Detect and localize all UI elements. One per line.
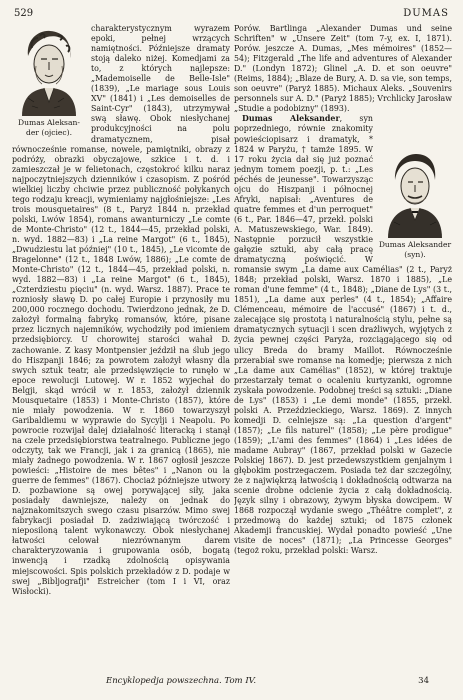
right-column [234,24,452,664]
figure-caption-father: Dumas Aleksan-der (ojciec). [18,118,80,137]
portrait-engraving-son [380,148,450,238]
page-header [14,8,449,24]
footer-title: Encyklopedja powszechna. Tom IV. [106,676,257,686]
footer-signature: 34 [418,676,429,686]
page-number: 529 [14,8,34,19]
entry-head-word: Dumas Aleksander [242,114,340,124]
page-footer [14,676,449,690]
portrait-dumas-son [378,148,452,259]
paragraph: Porów. Bartlinga „Alexander Dumas und seine Schriften" w „Unsere Zeit" (tom 7-y, ex. I, 1871). Porów. jeszcze A. Dumas, „Mes mémoires" (1852—54); Fitzgerald „The life and adventures of Alexander D." (Londyn 1872); Glinel „A. D. et son oeuvre" (Reims, 1884); „Blaze de Bury, A. D. sa vie, son temps, son oeuvre" (Paryż 1885). Michaux Aleks. „Souvenirs personnels sur A. D." (Paryż 1885); Vrchlicky Jarosław „Studie a podobizny" (1893). [234,24,452,114]
portrait-dumas-father [12,26,86,137]
running-head: DUMAS [403,8,449,19]
figure-caption-son: Dumas Aleksander (syn). [378,240,452,259]
paragraph: charakterystycznym wyrazem epoki, pełnej wrzących namiętności. Późniejsze dramaty stoją daleko niżej. Komedjami za to, z których najlepsze: „Mademoiselle de Belle-Isle" (1839), „Le mariage sous Louis XV" (1841) i „Les demoiselles de Saint-Cyr" (1843), utrzymywał swą sławę. Obok niesłychanej produkcyjności na polu dramatycznem, pisał równocześnie romanse, nowele, pamiętniki, obrazy z podróży, obrazki obyczajowe, szkice i t. d. i zamieszczał je w felietonach, częstokroć kilku naraz najpoczytniejszych dzienników i czasopism. Z pośród wielkiej liczby chciwie przez publiczność połykanych tego rodzaju kreacji, wymieniamy najgłośniejsze: „Les trois mousquetaires" (8 t., Paryż 1844 n. przekład polski, Lwów 1854), romans awanturniczy „Le comte de Monte-Christo" (12 t., 1844—45, przekład polski, n. wyd. 1882—83) i „La reine Margot" (6 t., 1845), „Dwudziestu lat później" (10 t., 1845), „Le vicomte de Bragelonne" (12 t., 1848 Lwów, 1886); „Le comte de Monte-Christo" (12 t., 1844—45, przekład polski, n. wyd. 1882—83) i „La reine Margot" (6 t., 1845), „Czterdziestu pięciu" (n. wyd. Warsz. 1887). Prace te rozniosły sławę D. po całej Europie i przynosiły mu 200,000 rocznego dochodu. Twierdzono jednak, że D. założył formalną fabrykę romansów, które, pisane przez licznych najemników, wychodziły pod imieniem przedsiębiorcy. U chorowitej starości wahał D. zachowanie. Z kasy Montpensier jeździł na ślub jego do Hiszpanji 1846; za powrotem założył własny dla swych sztuk teatr, ale przedsięwzięcie to runęło w epoce rewolucji Lutowej. W r. 1852 wyjechał do Belgji, skąd wrócił w r. 1853, założył dziennik Mousquetaire (1853) i Monte-Christo (1857), które nie miały powodzenia. W r. 1860 towarzyszył Garibaldiemu w wyprawie do Sycylji i Neapolu. Po powrocie rozwijał dalej działalność literacką i stanął na czele przedsiębiorstwa teatralnego. Publiczne jego odczyty, tak we Francji, jak i za granicą (1865), nie miały żadnego powodzenia. W r. 1867 ogłosił jeszcze powieści: „Histoire de mes bêtes" i „Nanon ou la guerre de femmes" (1867). Chociaż późniejsze utwory D. pozbawione są owej porywającej siły, jaka posiadały dawniejsze, należy on jednak do najznakomitszych swego czasu pisarzów. Mimo swej fabrykacji posiadał D. zadziwiającą twórczość i nieposiloną talent wykonawczy. Obok niesłychanej łatwości celował niezrównanym darem charakteryzowania i grupowania osób, bogatą inwencją i rzadką zdolnością opisywania miejscowości. Spis polskich przekładów z D. podaje w swej „Bibljografji" Estreicher (tom I i VI, oraz Wisłocki). [12,24,230,596]
paragraph-dumas-son: Dumas Aleksander, syn poprzedniego, równie znakomity powieściopisarz i dramatyk, * 1824 w Paryżu, † tamże 1895. W 17 roku życia dał się już poznać jednym tomem poezji, p. t.: „Les péchés de jeunesse". Towarzysząc ojcu do Hiszpanji i północnej Afryki, napisał: „Aventures de quatre femmes et d'un perroquet" (6 t., Par. 1846—47, przekł. polski A. Matuszewskiego, War. 1849). Następnie porzucił wszystkie gałęzie sztuki, aby całą pracę dramatyczną poświęcić. W romansie swym „La dame aux Camélias" (2 t., Paryż 1848; przekład polski, Warsz. 1870 i 1885), „Le roman d'une femme" (4 t., 1848); „Diane de Lys" (3 t., 1851), „La dame aux perles" (4 t., 1854); „Affaire Clémenceau, mémoire de l'accusé" (1867) i t. d., zalecające się prostotą i naturalnością stylu, pełne są dramatycznych sytuacji i scen drażliwych, wyjętych z życia pewnej części Paryża, rozciągającego się od ulicy Breda do bramy Maillot. Równocześnie przerabiał swe romanse na komedje; pierwsza z nich „La dame aux Camélias" (1852), w której traktuje przestarzały temat o ocaleniu kurtyzanki, ogromne zyskała powodzenie. Podobnej treści są sztuki: „Diane de Lys" (1853) i „Le demi monde" (1855, przekł. polski A. Przeździeckiego, Warsz. 1869). Z innych komedji D. celniejsze są: „La question d'argent" (1857); „Le fils naturel" (1858); „Le père prodigue" (1859); „L'ami des femmes" (1864) i „Les idées de madame Aubray" (1867, przekład polski w Gazecie Polskiej 1867). D. jest przedewszystkiem genjalnym i głębokim postrzegaczem. Posiada też dar szczególny, że z najwiękrzą łatwością i dokładnością odtwarza na scenie drobne odcienie życia z całą dokładnością. Język silny i obrazowy, żywym błyska dowcipem. W 1868 rozpoczął wydanie swego „Théâtre complet", z przedmową do każdej sztuki; od 1875 członek Akademji francuskiej. Wydał ponadto powieść „Une visite de noces" (1871); „La Princesse Georges" (tegoż roku, przekład polski: Warsz. [234,114,452,556]
portrait-engraving-father [14,26,84,116]
left-column [12,24,230,664]
